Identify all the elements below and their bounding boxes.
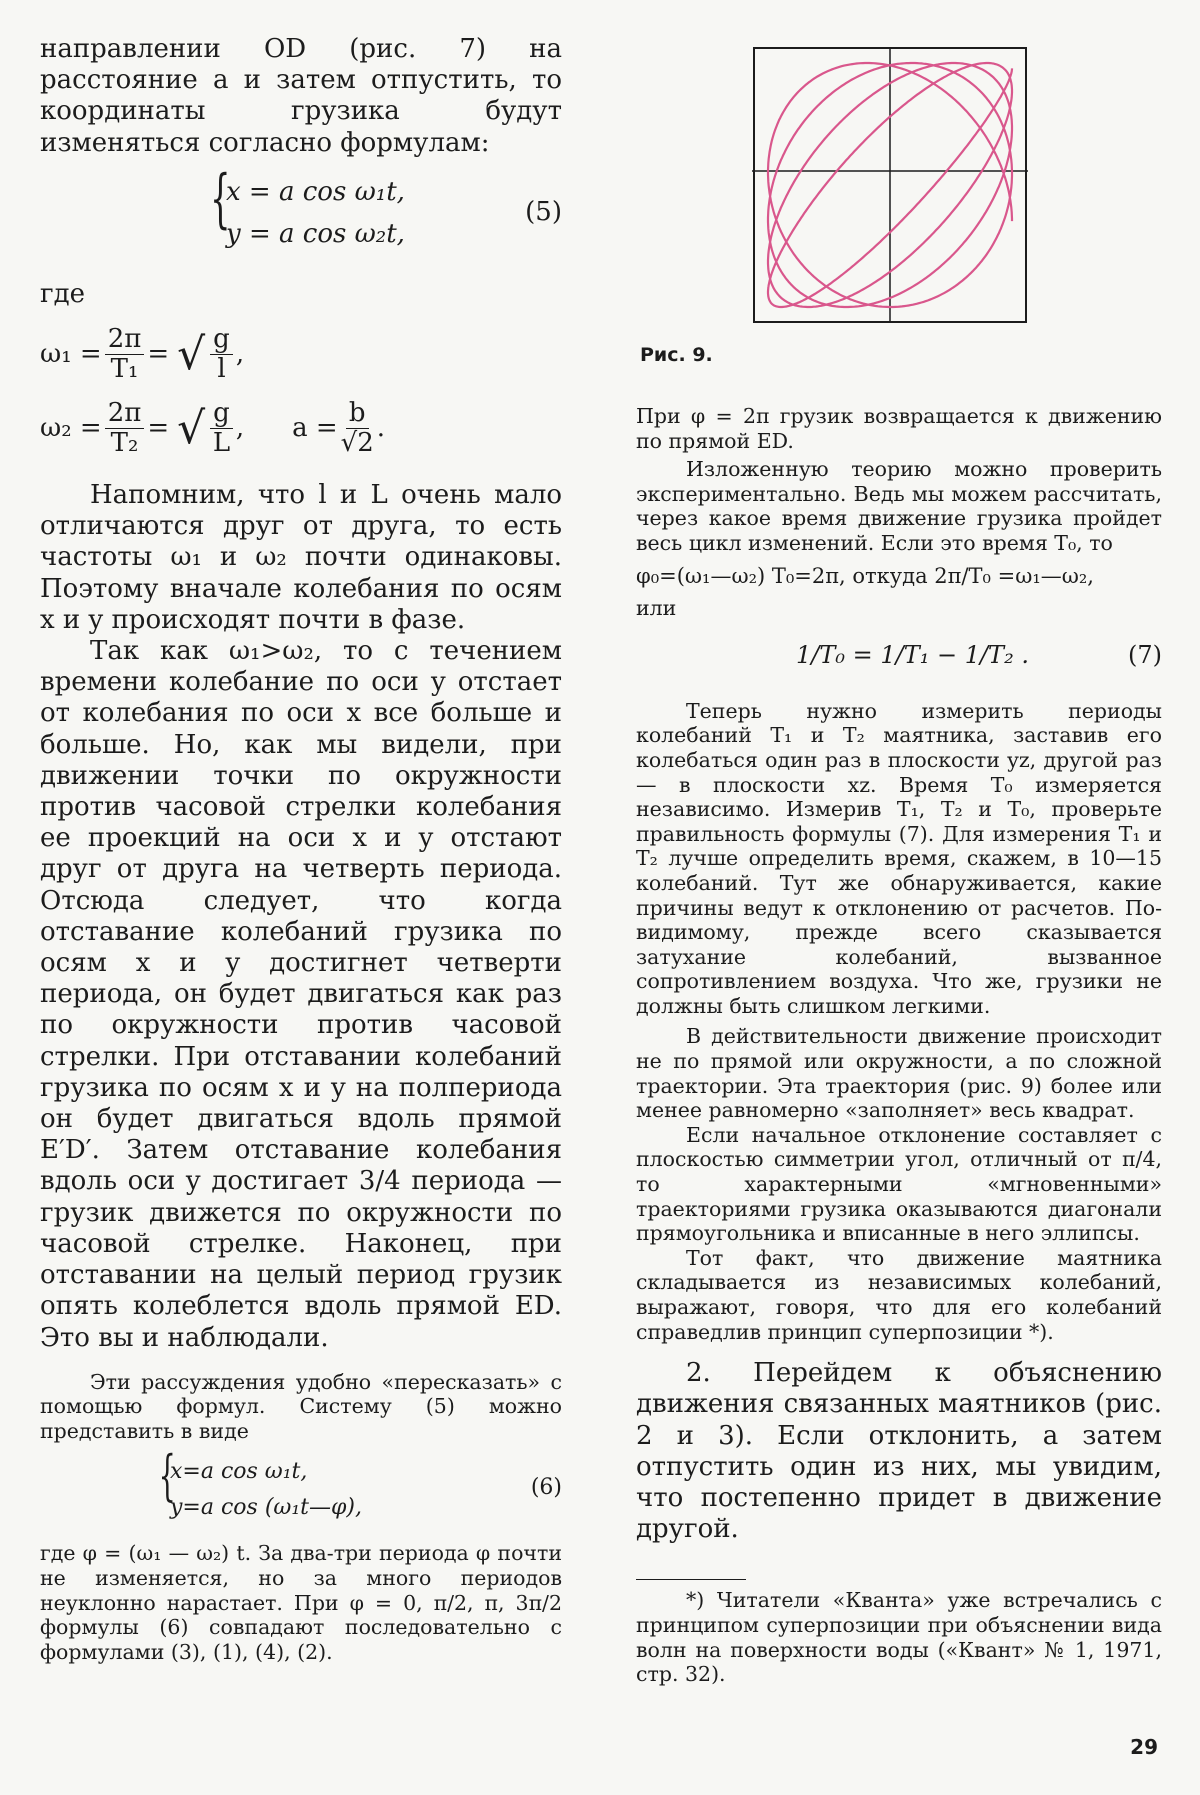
- paragraph: При φ = 2π грузик возвращается к движению по прямой ED.: [636, 404, 1162, 453]
- equation-5: [40, 161, 562, 269]
- equals: =: [147, 413, 170, 444]
- numerator: g: [210, 399, 233, 429]
- fraction: [105, 325, 145, 383]
- punctuation: ,: [235, 413, 245, 444]
- omega2-formula: [40, 398, 562, 458]
- paragraph: Если начальное отклонение составляет с плоскостью симметрии угол, отличный от π/4, то характерными «мгновенными» траекториями грузика оказываются диагонали прямоугольника и вписанные в него эллипсы.: [636, 1122, 1162, 1246]
- page-number: 29: [1130, 1735, 1158, 1759]
- equation-line: y=a cos (ω₁t—φ),: [170, 1495, 362, 1521]
- omega1-formula: [40, 324, 562, 384]
- formula-lhs: ω₁ =: [40, 339, 102, 370]
- equation-number: (5): [525, 196, 562, 227]
- paragraph: Изложенную теорию можно проверить экспериментально. Ведь мы можем рассчитать, через какое время движение грузика пройдет весь цикл изменений. Если это время T₀, то: [636, 457, 1162, 555]
- paragraph: Так как ω₁>ω₂, то с течением времени колебание по оси y отстает от колебания по оси x все больше и больше. Но, как мы видели, при движении точки по окружности против часовой стрелки колебания ее проекций на оси x и y отстают друг от друга на четверть периода. Отсюда следует, что когда отставание колебаний грузика по осям x и y достигнет четверти периода, он будет двигаться как раз по окружности против часовой стрелки. При отставании колебаний грузика по осям x и y на полпериода он будет двигаться вдоль прямой E′D′. Затем отставание колебания вдоль оси y достигает 3/4 периода — грузик движется по окружности по часовой стрелке. Наконец, при отставании на целый период грузик опять колеблется вдоль прямой ED. Это вы и наблюдали.: [40, 636, 562, 1353]
- equation-6: [40, 1444, 562, 1535]
- paragraph: Теперь нужно измерить периоды колебаний T₁ и T₂ маятника, заставив его колебаться один раз в плоскости yz, другой раз — в плоскости xz. Время T₀ измеряется независимо. Измерив T₁, T₂ и T₀, проверьте правильность формулы (7). Для измерения T₁ и T₂ лучше определить время, скажем, в 10—15 колебаний. Тут же обнаруживается, какие причины ведут к отклонению от расчетов. По-видимому, прежде всего сказывается затухание колебаний, вызванное сопротивлением воздуха. Что же, грузики не должны быть слишком легкими.: [636, 698, 1162, 1018]
- numerator: 2π: [105, 325, 145, 355]
- lissajous-figure: [752, 46, 1028, 324]
- footnote: *) Читатели «Кванта» уже встречались с принципом суперпозиции при объяснении вида волн на поверхности воды («Квант» № 1, 1971, стр. 32).: [636, 1588, 1162, 1687]
- denominator: √2: [340, 427, 374, 458]
- equation-number: (6): [530, 1475, 562, 1501]
- sqrt-sign: √: [177, 402, 206, 454]
- where-label: где: [40, 278, 86, 309]
- brace: {: [158, 1444, 176, 1508]
- numerator: g: [210, 325, 233, 355]
- paragraph: Тот факт, что движение маятника складывается из независимых колебаний, выражают, говоря, что для его колебаний справедлив принцип суперпозиции *).: [636, 1245, 1162, 1344]
- equation-line: y = a cos ω₂t,: [226, 218, 405, 249]
- paragraph: Эти рассуждения удобно «пересказать» с помощью формул. Систему (5) можно представить в виде: [40, 1369, 562, 1443]
- punctuation: .: [376, 413, 386, 444]
- right-text: [636, 404, 1162, 1687]
- denominator: T₂: [110, 427, 139, 458]
- numerator: b: [346, 399, 369, 429]
- fraction: [210, 325, 233, 383]
- numerator: 2π: [105, 399, 145, 429]
- equation-body: 1/T₀ = 1/T₁ − 1/T₂ .: [796, 640, 1029, 669]
- fraction: [210, 399, 233, 457]
- figure-caption: Рис. 9.: [640, 344, 713, 366]
- paragraph: 2. Перейдем к объяснению движения связанных маятников (рис. 2 и 3). Если отклонить, а затем отпустить один из них, мы увидим, что постепенно придет в движение другой.: [636, 1358, 1162, 1545]
- fraction: [341, 399, 374, 457]
- figure-9: [752, 46, 1028, 324]
- equation-number: (7): [1128, 640, 1162, 669]
- equals: =: [147, 339, 170, 370]
- paragraph: Напомним, что l и L очень мало отличаются друг от друга, то есть частоты ω₁ и ω₂ почти одинаковы. Поэтому вначале колебания по осям x и y происходят почти в фазе.: [40, 480, 562, 635]
- brace: {: [210, 161, 231, 236]
- punctuation: ,: [235, 339, 245, 370]
- or-label: или: [636, 596, 677, 621]
- equation-7: [636, 629, 1162, 681]
- denominator: l: [217, 353, 226, 384]
- formula-lhs: ω₂ =: [40, 413, 102, 444]
- left-column: [40, 34, 562, 1664]
- sqrt-sign: √: [177, 328, 206, 380]
- paragraph: направлении OD (рис. 7) на расстояние a и затем отпустить, то координаты грузика будут изменяться согласно формулам:: [40, 34, 562, 158]
- denominator: L: [212, 427, 231, 458]
- fraction: [105, 399, 145, 457]
- paragraph: В действительности движение происходит не по прямой или окружности, а по сложной траектории. Эта траектория (рис. 9) более или менее равномерно «заполняет» весь квадрат.: [636, 1024, 1162, 1123]
- footnote-rule: [636, 1579, 746, 1580]
- equation-line: x = a cos ω₁t,: [226, 176, 405, 207]
- paragraph: где φ = (ω₁ — ω₂) t. За два-три периода φ почти не изменяется, но за много периодов неуклонно нарастает. При φ = 0, π/2, π, 3π/2 формулы (6) совпадают последовательно с формулами (3), (1), (4), (2).: [40, 1541, 562, 1664]
- equation-line: x=a cos ω₁t,: [170, 1459, 308, 1485]
- phi-equation: φ₀=(ω₁—ω₂) T₀=2π, откуда 2π/T₀ =ω₁—ω₂,: [636, 563, 1094, 588]
- a-lhs: a =: [292, 413, 338, 444]
- denominator: T₁: [110, 353, 139, 384]
